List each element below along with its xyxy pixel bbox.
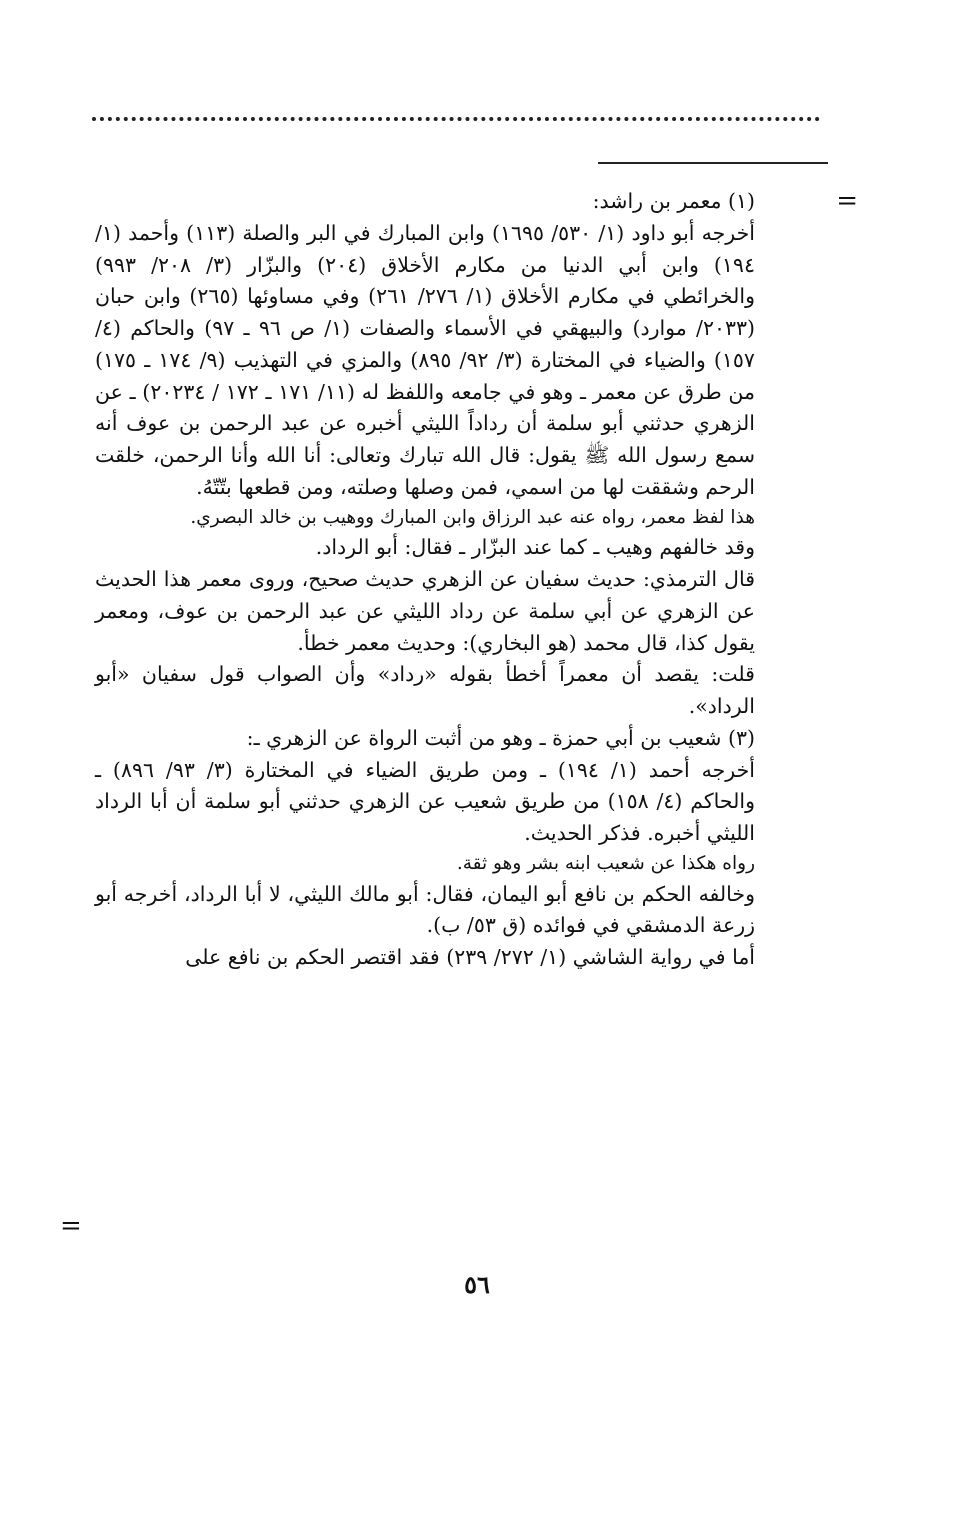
footnote-rule	[598, 162, 828, 164]
continuation-mark-bottom: =	[60, 1211, 82, 1241]
footnote-paragraph: هذا لفظ معمر، رواه عنه عبد الرزاق وابن المبارك ووهيب بن خالد البصري.	[190, 506, 755, 528]
footnote-paragraph: وخالفه الحكم بن نافع أبو اليمان، فقال: أبو مالك الليثي، لا أبا الرداد، أخرجه أبو زرعة الدمشقي في فوائده (ق ٥٣/ ب).	[95, 881, 755, 938]
page-number: ٥٦	[464, 1270, 490, 1299]
footnote-heading: (٣) شعيب بن أبي حمزة ـ وهو من أثبت الرواة عن الزهري ـ:	[246, 725, 755, 750]
footnote-paragraph: قلت: يقصد أن معمراً أخطأ بقوله «رداد» وأن الصواب قول سفيان «أبو الرداد».	[95, 662, 755, 719]
footnote-paragraph: أما في رواية الشاشي (١/ ٢٧٢/ ٢٣٩) فقد اقتصر الحكم بن نافع على	[185, 945, 755, 970]
footnote-block	[95, 186, 755, 974]
continuation-mark-top: =	[836, 186, 858, 216]
footnote-heading: (١) معمر بن راشد:	[592, 189, 755, 213]
dotted-separator	[92, 117, 820, 121]
footnote-paragraph: أخرجه أحمد (١/ ١٩٤) ـ ومن طريق الضياء في المختارة (٣/ ٩٣/ ٨٩٦) ـ والحاكم (٤/ ١٥٨) من طريق شعيب عن الزهري حدثني أبو سلمة أن أبا الرداد الليثي أخبره. فذكر الحديث.	[95, 757, 755, 846]
footnote-paragraph: وقد خالفهم وهيب ـ كما عند البزّار ـ فقال: أبو الرداد.	[315, 535, 755, 560]
footnote-paragraph: رواه هكذا عن شعيب ابنه بشر وهو ثقة.	[456, 852, 755, 874]
footnote-paragraph: أخرجه أبو داود (١/ ٥٣٠/ ١٦٩٥) وابن المبارك في البر والصلة (١١٣) وأحمد (١/ ١٩٤) وابن أبي الدنيا من مكارم الأخلاق (٢٠٤) والبزّار (٣/ ٢٠٨/ ٩٩٣) والخرائطي في مكارم الأخلاق (١/ ٢٧٦/ ٢٦١) وفي مساوئها (٢٦٥) وابن حبان (٢٠٣٣/ موارد) والبيهقي في الأسماء والصفات (١/ ص ٩٦ ـ ٩٧) والحاكم (٤/ ١٥٧) والضياء في المختارة (٣/ ٩٢/ ٨٩٥) والمزي في التهذيب (٩/ ١٧٤ ـ ١٧٥) من طرق عن معمر ـ وهو في جامعه واللفظ له (١١/ ١٧١ ـ ١٧٢ / ٢٠٢٣٤) ـ عن الزهري حدثني أبو سلمة أن رداداً الليثي أخبره عن عبد الرحمن بن عوف أنه سمع رسول الله ﷺ يقول: قال الله تبارك وتعالى: أنا الله وأنا الرحمن، خلقت الرحم وشققت لها من اسمي، فمن وصلها وصلته، ومن قطعها بتّتّهُ.	[95, 220, 755, 499]
footnote-paragraph: قال الترمذي: حديث سفيان عن الزهري حديث صحيح، وروى معمر هذا الحديث عن الزهري عن أبي سلمة عن رداد الليثي عن عبد الرحمن بن عوف، ومعمر يقول كذا، قال محمد (هو البخاري): وحديث معمر خطأ.	[95, 567, 755, 655]
